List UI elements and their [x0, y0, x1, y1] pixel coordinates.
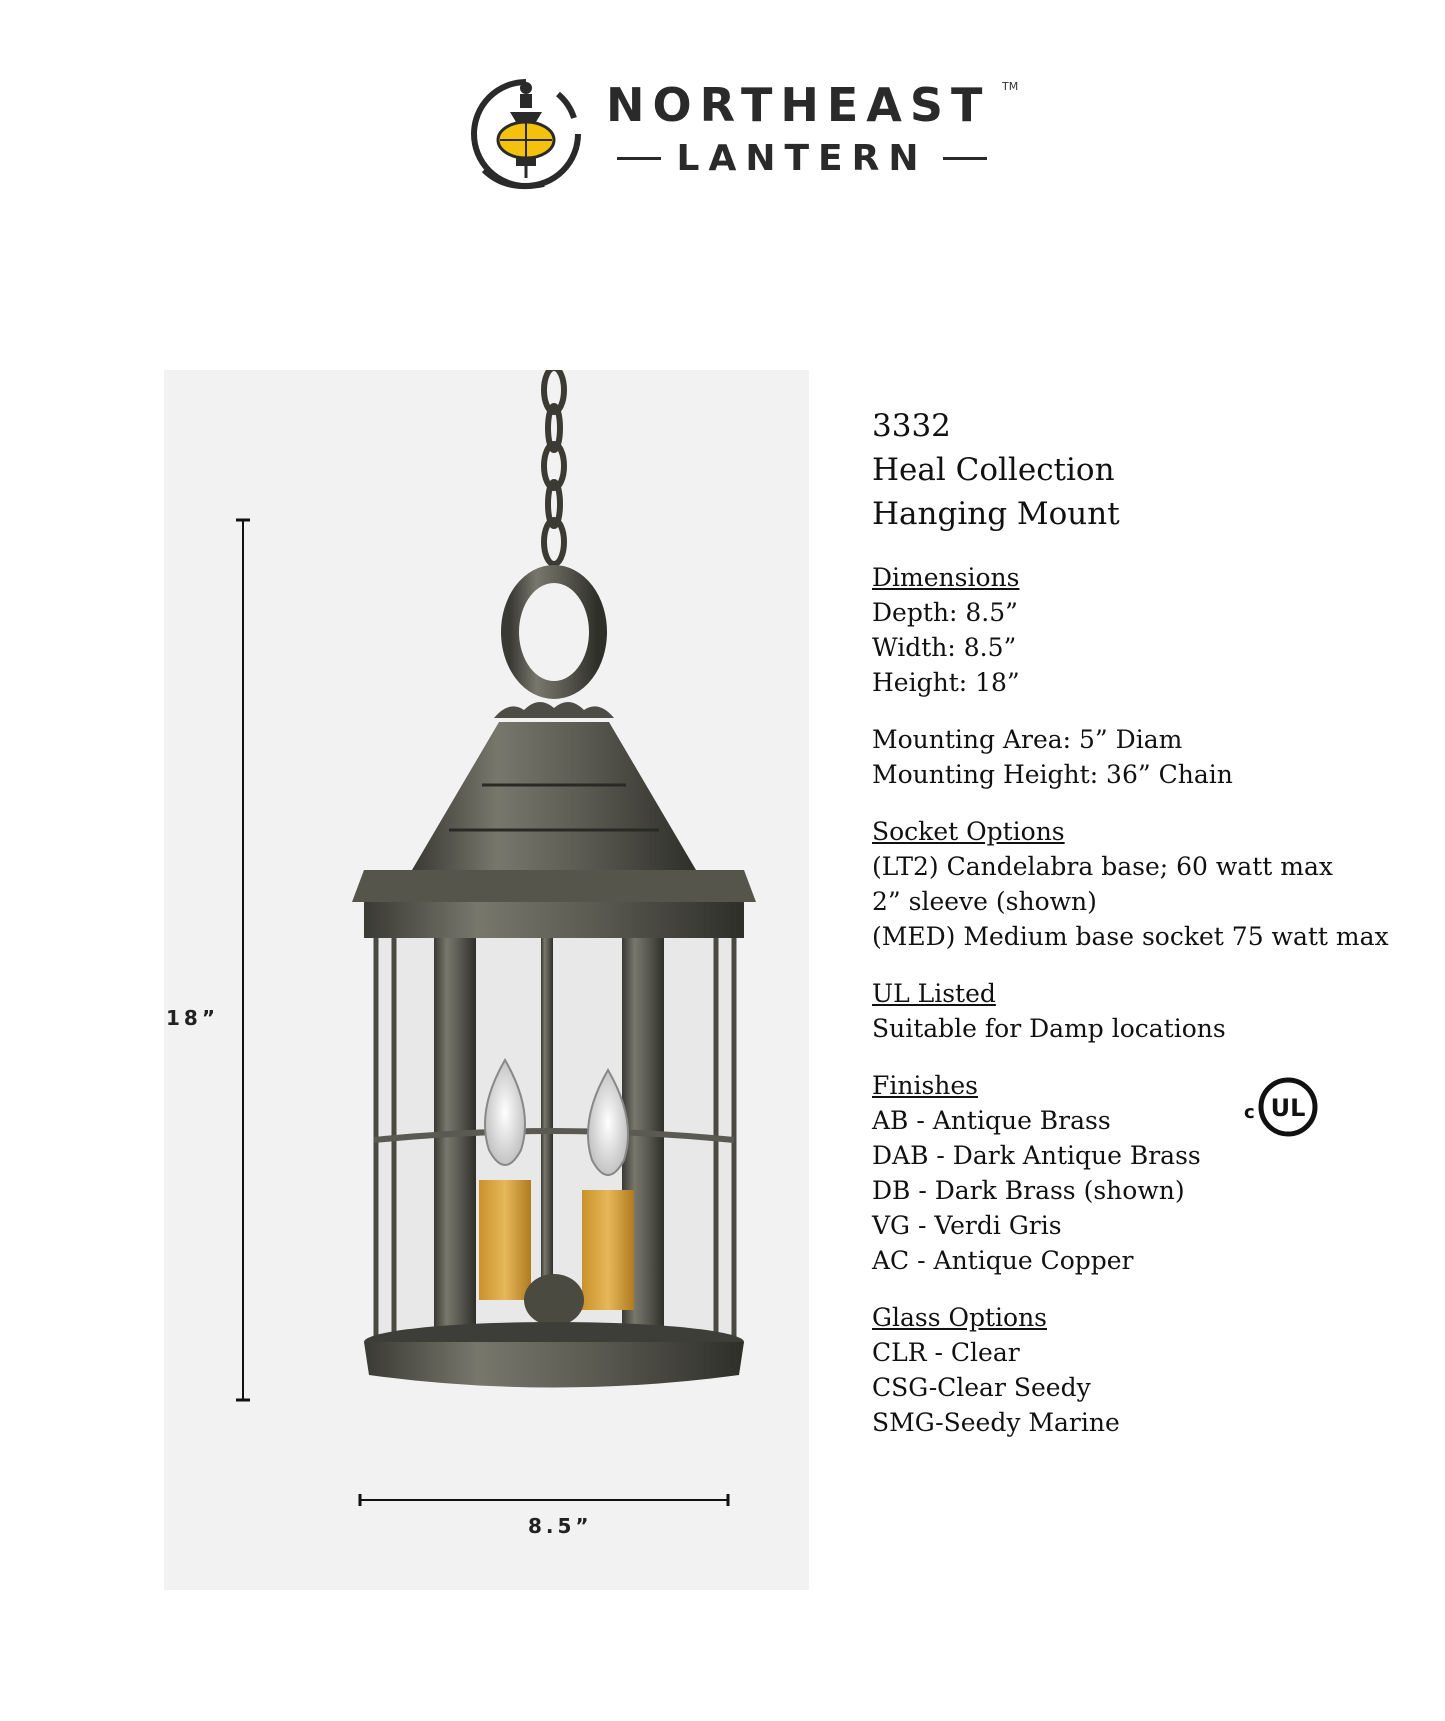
- spec-line: Mounting Height: 36” Chain: [872, 760, 1233, 789]
- spec-line: VG - Verdi Gris: [872, 1211, 1062, 1240]
- brand-name-top: NORTHEAST: [606, 78, 991, 132]
- product-collection: Heal Collection: [872, 452, 1115, 488]
- mounting-section: [872, 722, 1412, 792]
- section-heading: UL Listed: [872, 979, 996, 1008]
- chain-icon: [544, 370, 564, 564]
- product-photo: [164, 370, 809, 1590]
- spec-line: (LT2) Candelabra base; 60 watt max: [872, 852, 1333, 881]
- spec-line: AC - Antique Copper: [872, 1246, 1134, 1275]
- spec-line: SMG-Seedy Marine: [872, 1408, 1120, 1437]
- spec-line: Depth: 8.5”: [872, 598, 1018, 627]
- spec-line: 2” sleeve (shown): [872, 887, 1097, 916]
- section-heading: Glass Options: [872, 1303, 1047, 1332]
- ul-listed-section: [872, 976, 1412, 1046]
- finishes-section: [872, 1068, 1412, 1278]
- product-number: 3332: [872, 408, 951, 444]
- spec-line: (MED) Medium base socket 75 watt max: [872, 922, 1389, 951]
- divider: [617, 157, 661, 160]
- ul-listed-icon: [1240, 1076, 1320, 1138]
- spec-line: Mounting Area: 5” Diam: [872, 725, 1183, 754]
- ul-badge-c: c: [1244, 1102, 1255, 1123]
- glass-options-section: [872, 1300, 1412, 1440]
- section-heading: Finishes: [872, 1071, 978, 1100]
- brand-name-bottom: LANTERN: [676, 137, 928, 179]
- spec-line: Suitable for Damp locations: [872, 1014, 1226, 1043]
- lantern-logo-icon: [466, 74, 586, 194]
- brand-name-bottom-row: [606, 136, 998, 180]
- spec-line: Height: 18”: [872, 668, 1020, 697]
- spec-line: DB - Dark Brass (shown): [872, 1176, 1185, 1205]
- spec-line: CLR - Clear: [872, 1338, 1020, 1367]
- brand-logo: [466, 74, 1046, 194]
- width-dimension-label: 8.5”: [528, 1514, 593, 1538]
- spec-line: Width: 8.5”: [872, 633, 1017, 662]
- spec-line: DAB - Dark Antique Brass: [872, 1141, 1201, 1170]
- product-specs: [872, 404, 1412, 1440]
- spec-line: CSG-Clear Seedy: [872, 1373, 1091, 1402]
- section-heading: Dimensions: [872, 563, 1020, 592]
- socket-options-section: [872, 814, 1412, 954]
- spec-line: AB - Antique Brass: [872, 1106, 1111, 1135]
- height-dimension-label: 18”: [166, 1006, 219, 1030]
- dimensions-section: [872, 560, 1412, 700]
- section-heading: Socket Options: [872, 817, 1065, 846]
- product-mount: Hanging Mount: [872, 496, 1120, 532]
- trademark-mark: TM: [1002, 80, 1019, 93]
- ul-badge-text: UL: [1270, 1094, 1306, 1122]
- divider: [943, 157, 987, 160]
- hanging-lantern-image: [164, 370, 809, 1590]
